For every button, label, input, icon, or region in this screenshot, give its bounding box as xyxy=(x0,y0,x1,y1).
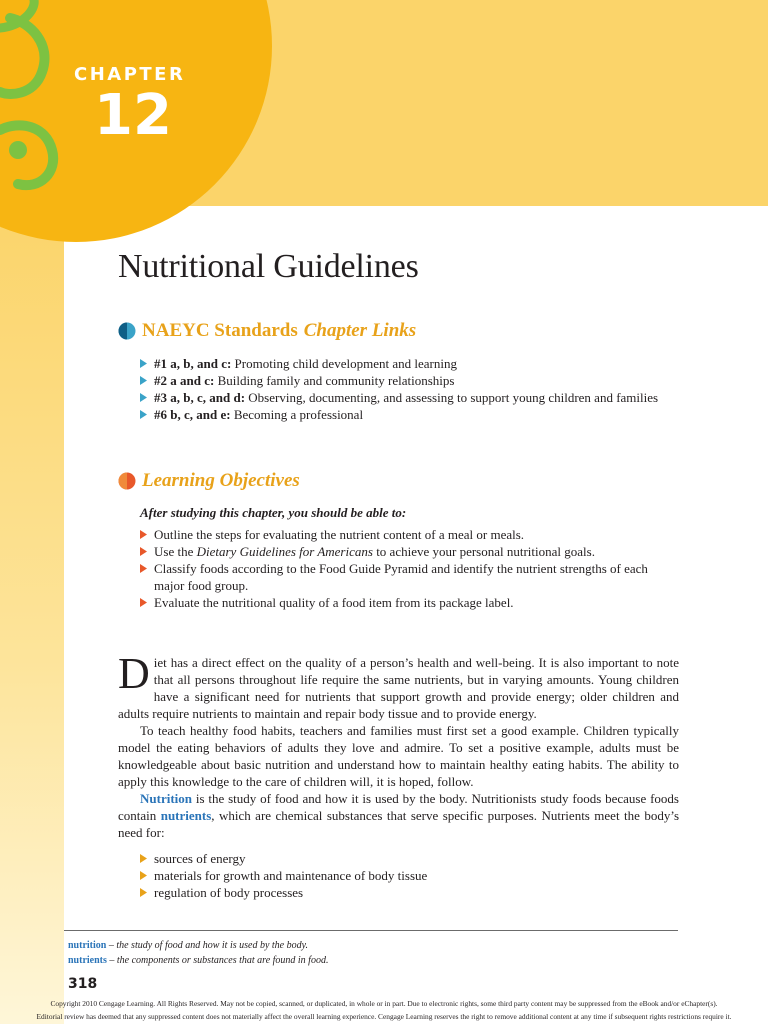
bullet-arrow-icon xyxy=(140,359,147,368)
paragraph-1: Diet has a direct effect on the quality of a person’s health and well-being. It is also important to note that all persons throughout life require the same nutrients, but in varying amounts. Young children have a significant need for nutrients that support growth and provide energy; older children and adults require nutrients to maintain and repair body tissue and to provide energy. xyxy=(118,649,679,721)
standards-heading xyxy=(118,320,416,342)
needs-list xyxy=(140,850,680,901)
footnote-item: nutrition – the study of food and how it is used by the body. xyxy=(68,940,308,951)
standards-heading-italic: Chapter Links xyxy=(303,320,417,341)
objectives-heading-text: Learning Objectives xyxy=(142,470,300,491)
bullet-arrow-icon xyxy=(140,547,147,556)
half-circle-icon xyxy=(118,322,136,340)
paragraph-2: To teach healthy food habits, teachers and families must first set a good example. Children typically model the eating behaviors of adults they love and admire. To set a positive example, adults must be knowledgeable about basic nutrition and understand how to maintain healthy eating habits. The ability to apply this knowledge to the care of children will, it is hoped, follow. xyxy=(118,723,679,789)
list-item xyxy=(140,372,680,389)
keyword-nutrition: Nutrition xyxy=(140,791,192,806)
keyword-nutrients: nutrients xyxy=(160,808,212,823)
chapter-number: 12 xyxy=(94,83,172,148)
page-title: Nutritional Guidelines xyxy=(118,248,419,285)
footnote-item: nutrients – the components or substances that are found in food. xyxy=(68,955,329,966)
standard-text: Promoting child development and learning xyxy=(231,356,457,371)
bullet-arrow-icon xyxy=(140,854,147,863)
paragraph-3: Nutrition is the study of food and how it is used by the body. Nutritionists study foods because foods contain nutrients, which are chemical substances that serve specific purposes. Nutrients meet the body’s need for: xyxy=(118,791,680,840)
list-item: Outline the steps for evaluating the nutrient content of a meal or meals. xyxy=(140,526,680,543)
standard-text: Becoming a professional xyxy=(230,407,364,422)
standard-text: Observing, documenting, and assessing to support young children and families xyxy=(245,390,659,405)
objectives-lead-in: After studying this chapter, you should be able to: xyxy=(140,505,407,520)
list-item: sources of energy xyxy=(140,850,680,867)
half-circle-icon xyxy=(118,472,136,490)
standard-label: #2 a and c: xyxy=(154,373,215,388)
standard-text: Building family and community relationships xyxy=(214,373,455,388)
bullet-arrow-icon xyxy=(140,530,147,539)
standards-list xyxy=(140,355,680,423)
chapter-label: CHAPTER xyxy=(74,64,186,85)
list-item: materials for growth and maintenance of body tissue xyxy=(140,867,680,884)
list-item xyxy=(140,389,680,406)
list-item: regulation of body processes xyxy=(140,884,680,901)
decorative-swirl-icon xyxy=(0,0,70,200)
footnote-divider xyxy=(64,930,678,931)
footnotes xyxy=(68,938,328,968)
objectives-list xyxy=(140,526,680,611)
list-item: Classify foods according to the Food Guide Pyramid and identify the nutrient strengths of each major food group. xyxy=(140,560,680,594)
list-item: Use the Dietary Guidelines for Americans to achieve your personal nutritional goals. xyxy=(140,543,680,560)
bullet-arrow-icon xyxy=(140,376,147,385)
list-item xyxy=(140,406,680,423)
bullet-arrow-icon xyxy=(140,871,147,880)
bullet-arrow-icon xyxy=(140,393,147,402)
page-number: 318 xyxy=(68,976,98,992)
list-item xyxy=(140,355,680,372)
bullet-arrow-icon xyxy=(140,564,147,573)
standard-label: #6 b, c, and e: xyxy=(154,407,231,422)
bullet-arrow-icon xyxy=(140,598,147,607)
drop-cap: D xyxy=(118,649,150,698)
list-item: Evaluate the nutritional quality of a food item from its package label. xyxy=(140,594,680,611)
body-text xyxy=(118,649,680,841)
bullet-arrow-icon xyxy=(140,888,147,897)
standard-label: #1 a, b, and c: xyxy=(154,356,232,371)
objectives-heading xyxy=(118,470,300,492)
bullet-arrow-icon xyxy=(140,410,147,419)
page-margin-strip xyxy=(0,206,64,1024)
copyright-notice: Copyright 2010 Cengage Learning. All Rights Reserved. May not be copied, scanned, or duplicated, in whole or in part. Due to electronic rights, some third party content may be suppressed from the eBook and/or eChapter(s). Editorial review has deemed that any suppressed content does not materially affect the overall learning experience. Cengage Learning reserves the right to remove additional content at any time if subsequent rights restrictions require it. xyxy=(36,999,732,1021)
standards-heading-main: NAEYC Standards xyxy=(142,320,298,341)
standard-label: #3 a, b, c, and d: xyxy=(154,390,246,405)
